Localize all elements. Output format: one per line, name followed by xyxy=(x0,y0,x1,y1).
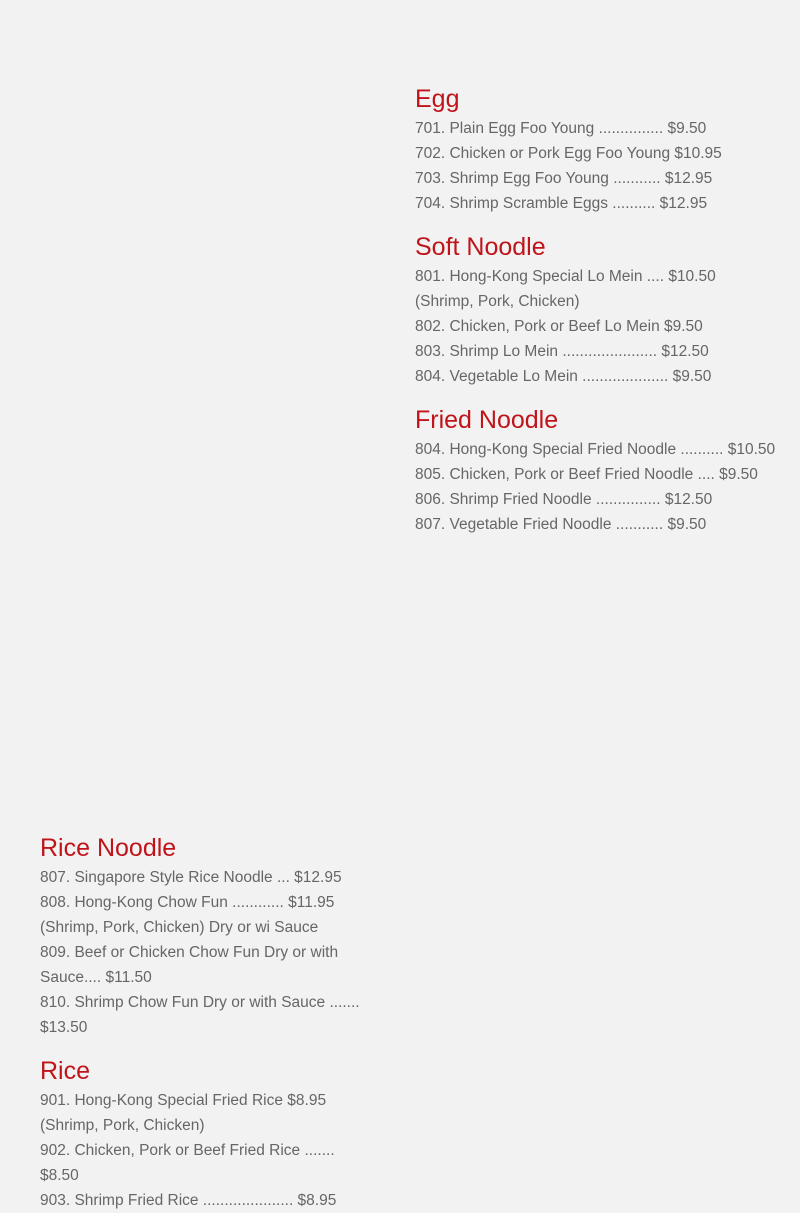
rice-noodle-section-title: Rice Noodle xyxy=(40,834,177,862)
menu-item-note: (Shrimp, Pork, Chicken) xyxy=(40,1117,205,1134)
egg-section-title: Egg xyxy=(415,85,460,113)
menu-item: 805. Chicken, Pork or Beef Fried Noodle .... $9.50 xyxy=(415,466,758,483)
menu-item: 810. Shrimp Chow Fun Dry or with Sauce ....... $13.50 xyxy=(40,994,360,1036)
fried-noodle-section xyxy=(415,405,785,537)
rice-section-title: Rice xyxy=(40,1057,91,1085)
rice-noodle-section xyxy=(40,833,370,1040)
menu-item: 703. Shrimp Egg Foo Young ........... $12.95 xyxy=(415,170,713,187)
soft-noodle-section xyxy=(415,232,785,389)
egg-item-list xyxy=(415,116,785,216)
menu-item-note: (Shrimp, Pork, Chicken) Dry or wi Sauce xyxy=(40,919,319,936)
egg-section xyxy=(415,84,785,216)
rice-item-list xyxy=(40,1088,370,1213)
menu-item: 806. Shrimp Fried Noodle ............... $12.50 xyxy=(415,491,713,508)
soft-noodle-item-list xyxy=(415,264,785,389)
menu-item: 802. Chicken, Pork or Beef Lo Mein $9.50 xyxy=(415,318,703,335)
menu-item: 902. Chicken, Pork or Beef Fried Rice ....... $8.50 xyxy=(40,1142,335,1184)
rice-noodle-item-list xyxy=(40,865,370,1040)
menu-item: 808. Hong-Kong Chow Fun ............ $11.95 xyxy=(40,894,335,911)
fried-noodle-section-title: Fried Noodle xyxy=(415,406,559,434)
rice-section xyxy=(40,1056,370,1213)
menu-item-note: (Shrimp, Pork, Chicken) xyxy=(415,293,580,310)
menu-item: 704. Shrimp Scramble Eggs .......... $12.95 xyxy=(415,195,708,212)
fried-noodle-item-list xyxy=(415,437,785,537)
menu-item: 903. Shrimp Fried Rice ..................... $8.95 xyxy=(40,1192,337,1209)
menu-item: 803. Shrimp Lo Mein ...................... $12.50 xyxy=(415,343,709,360)
menu-item: 804. Vegetable Lo Mein .................... $9.50 xyxy=(415,368,712,385)
menu-item: 807. Singapore Style Rice Noodle ... $12.95 xyxy=(40,869,342,886)
menu-item: 807. Vegetable Fried Noodle ........... $9.50 xyxy=(415,516,707,533)
menu-item: 809. Beef or Chicken Chow Fun Dry or with Sauce.... $11.50 xyxy=(40,944,339,986)
menu-item: 702. Chicken or Pork Egg Foo Young $10.95 xyxy=(415,145,722,162)
menu-item: 801. Hong-Kong Special Lo Mein .... $10.50 xyxy=(415,268,716,285)
menu-item: 701. Plain Egg Foo Young ............... $9.50 xyxy=(415,120,707,137)
soft-noodle-section-title: Soft Noodle xyxy=(415,233,546,261)
menu-item: 804. Hong-Kong Special Fried Noodle .......... $10.50 xyxy=(415,441,776,458)
menu-item: 901. Hong-Kong Special Fried Rice $8.95 xyxy=(40,1092,327,1109)
